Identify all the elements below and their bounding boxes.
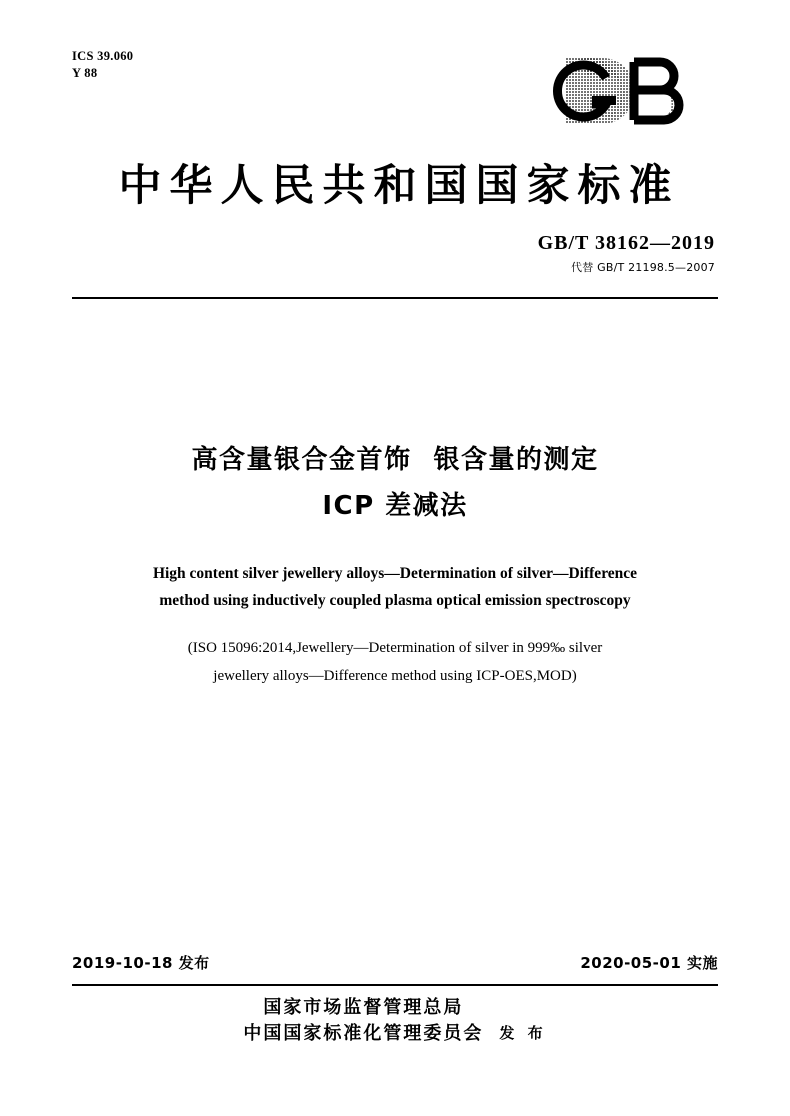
footer-divider [72,984,718,986]
page-title: 中华人民共和国国家标准 [118,161,680,211]
iso-correspondence [95,635,695,691]
document-title-cn-part1: 高含量银合金首饰 [191,445,412,475]
issuer-org-2: 中国国家标准化管理委员会 [243,1023,484,1045]
issuer-org-1: 国家市场监督管理总局 [263,997,464,1018]
date-row [72,952,718,973]
document-title-cn-line2: ICP 差减法 [322,490,468,521]
standard-number-block [538,232,715,275]
gb-emblem-icon [542,52,712,130]
issuer-publish-label: 发 布 [499,1024,547,1043]
iso-correspondence-line2: jewellery alloys—Difference method using ICP-OES,MOD) [213,667,577,684]
issue-date: 2019-10-18 发布 [72,954,210,972]
standard-replaces: 代替 GB/T 21198.5—2007 [571,261,715,274]
document-title-en [60,560,730,614]
issuer-names [243,995,483,1047]
issuer-block [0,995,790,1047]
document-title-cn-part2: 银含量的测定 [433,445,599,475]
standard-code: GB/T 38162—2019 [537,232,715,254]
header-divider [72,297,718,299]
document-title-en-line2: method using inductively coupled plasma optical emission spectroscopy [159,592,631,610]
iso-correspondence-line1: (ISO 15096:2014,Jewellery—Determination of silver in 999‰ silver [187,640,603,656]
ics-code: ICS 39.060 [72,49,134,63]
implementation-date: 2020-05-01 实施 [580,954,718,972]
ics-classification-block [72,48,133,82]
classification-code: Y 88 [72,65,98,80]
document-title-en-line1: High content silver jewellery alloys—Determination of silver—Difference [152,565,638,582]
document-title-cn [0,438,790,529]
